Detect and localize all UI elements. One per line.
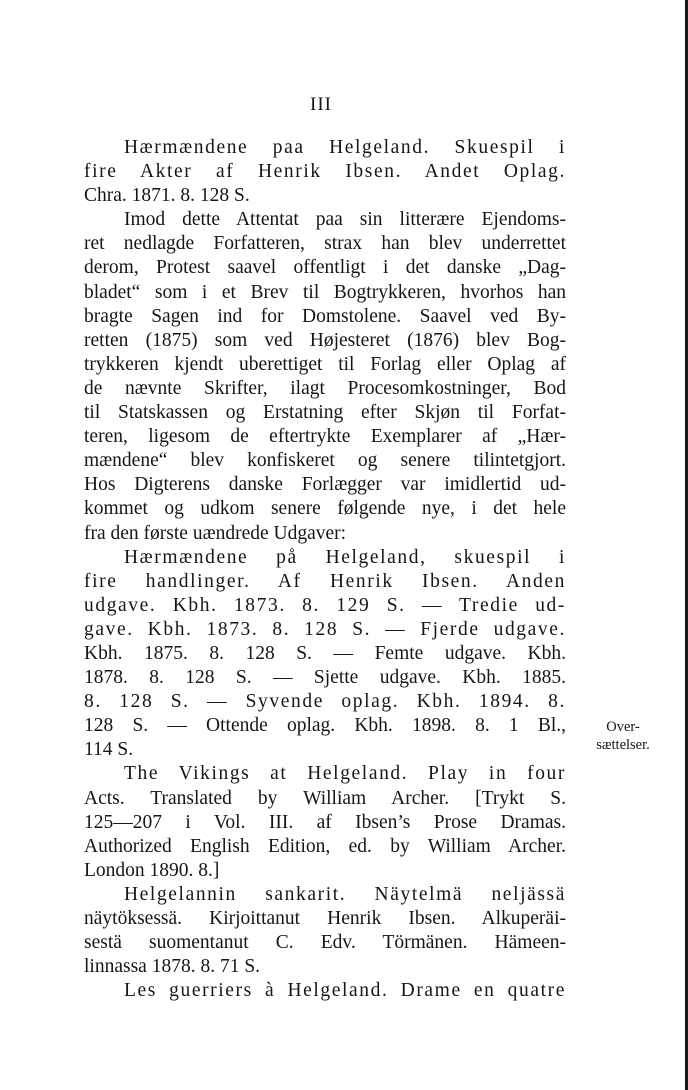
text-line: Authorized English Edition, ed. by William Archer. [84, 835, 566, 857]
margin-note-translations [578, 718, 668, 754]
text-line: kommet og udkom senere følgende nye, i det hele [84, 498, 566, 520]
text-line: 114 S. [84, 739, 134, 761]
text-line: fire Akter af Henrik Ibsen. Andet Oplag. [84, 161, 566, 183]
text-line: 1878. 8. 128 S. — Sjette udgave. Kbh. 1885. [84, 667, 566, 689]
text-line: London 1890. 8.] [84, 859, 220, 881]
body-text [84, 136, 566, 1003]
text-line: The Vikings at Helgeland. Play in four [124, 763, 566, 785]
text-line: 128 S. — Ottende oplag. Kbh. 1898. 8. 1 Bl., [84, 715, 566, 737]
text-line: Acts. Translated by William Archer. [Trykt S. [84, 787, 566, 809]
text-line: bladet“ som i et Brev til Bogtrykkeren, hvorhos han [84, 281, 566, 303]
text-line: gave. Kbh. 1873. 8. 128 S. — Fjerde udgave. [84, 618, 566, 640]
text-line: Helgelannin sankarit. Näytelmä neljässä [124, 883, 566, 905]
text-line: bragte Sagen ind for Domstolene. Saavel ved By- [84, 305, 566, 327]
text-line: Imod dette Attentat paa sin litterære Ejendoms- [124, 209, 566, 231]
text-line: Hærmændene på Helgeland, skuespil i [124, 546, 566, 568]
text-line: Chra. 1871. 8. 128 S. [84, 185, 250, 207]
text-line: Kbh. 1875. 8. 128 S. — Femte udgave. Kbh. [84, 642, 566, 664]
text-line: näytöksessä. Kirjoittanut Henrik Ibsen. Alkuperäi- [84, 908, 566, 929]
text-line: mændene“ blev konfiskeret og senere tilintetgjort. [84, 450, 566, 472]
entry-helgelannin-sankarit [84, 883, 566, 979]
margin-note-line: Over- [606, 719, 640, 735]
text-line: Hos Digterens danske Forlægger var imidlertid ud- [84, 474, 566, 496]
text-line: Les guerriers à Helgeland. Drame en quatre [124, 980, 566, 1002]
text-line: Hærmændene paa Helgeland. Skuespil i [124, 137, 566, 158]
entry-hærmændene-1871 [84, 136, 566, 208]
commentary-paragraph [84, 208, 566, 545]
text-line: fra den første uændrede Udgaver: [84, 522, 347, 544]
text-line: sestä suomentanut C. Edv. Törmänen. Hämeen- [84, 932, 566, 954]
text-line: teren, ligesom de eftertrykte Exemplarer af „Hær- [84, 426, 566, 448]
text-line: linnassa 1878. 8. 71 S. [84, 956, 261, 978]
text-line: til Statskassen og Erstatning efter Skjøn til Forfat- [84, 402, 566, 424]
text-line: de nævnte Skrifter, ilagt Procesomkostninger, Bod [84, 377, 566, 399]
text-line: trykkeren kjendt uberettiget til Forlag eller Oplag af [84, 353, 566, 375]
text-line: udgave. Kbh. 1873. 8. 129 S. — Tredie ud- [84, 594, 566, 616]
entry-guerriers-a-helgeland [84, 979, 566, 1003]
text-line: 8. 128 S. — Syvende oplag. Kbh. 1894. 8. [84, 691, 566, 713]
margin-note-line: sættelser. [596, 737, 650, 753]
text-line: fire handlinger. Af Henrik Ibsen. Anden [84, 570, 566, 592]
text-line: 125—207 i Vol. III. af Ibsen’s Prose Dramas. [84, 811, 566, 833]
text-line: ret nedlagde Forfatteren, strax han blev underrettet [84, 233, 566, 255]
text-line: retten (1875) som ved Højesteret (1876) blev Bog- [84, 329, 566, 351]
text-line: derom, Protest saavel offentligt i det danske „Dag- [84, 257, 566, 279]
entry-hærmændene-danish-editions [84, 546, 566, 763]
page-number: III [310, 94, 332, 115]
entry-vikings-at-helgeland [84, 762, 566, 882]
